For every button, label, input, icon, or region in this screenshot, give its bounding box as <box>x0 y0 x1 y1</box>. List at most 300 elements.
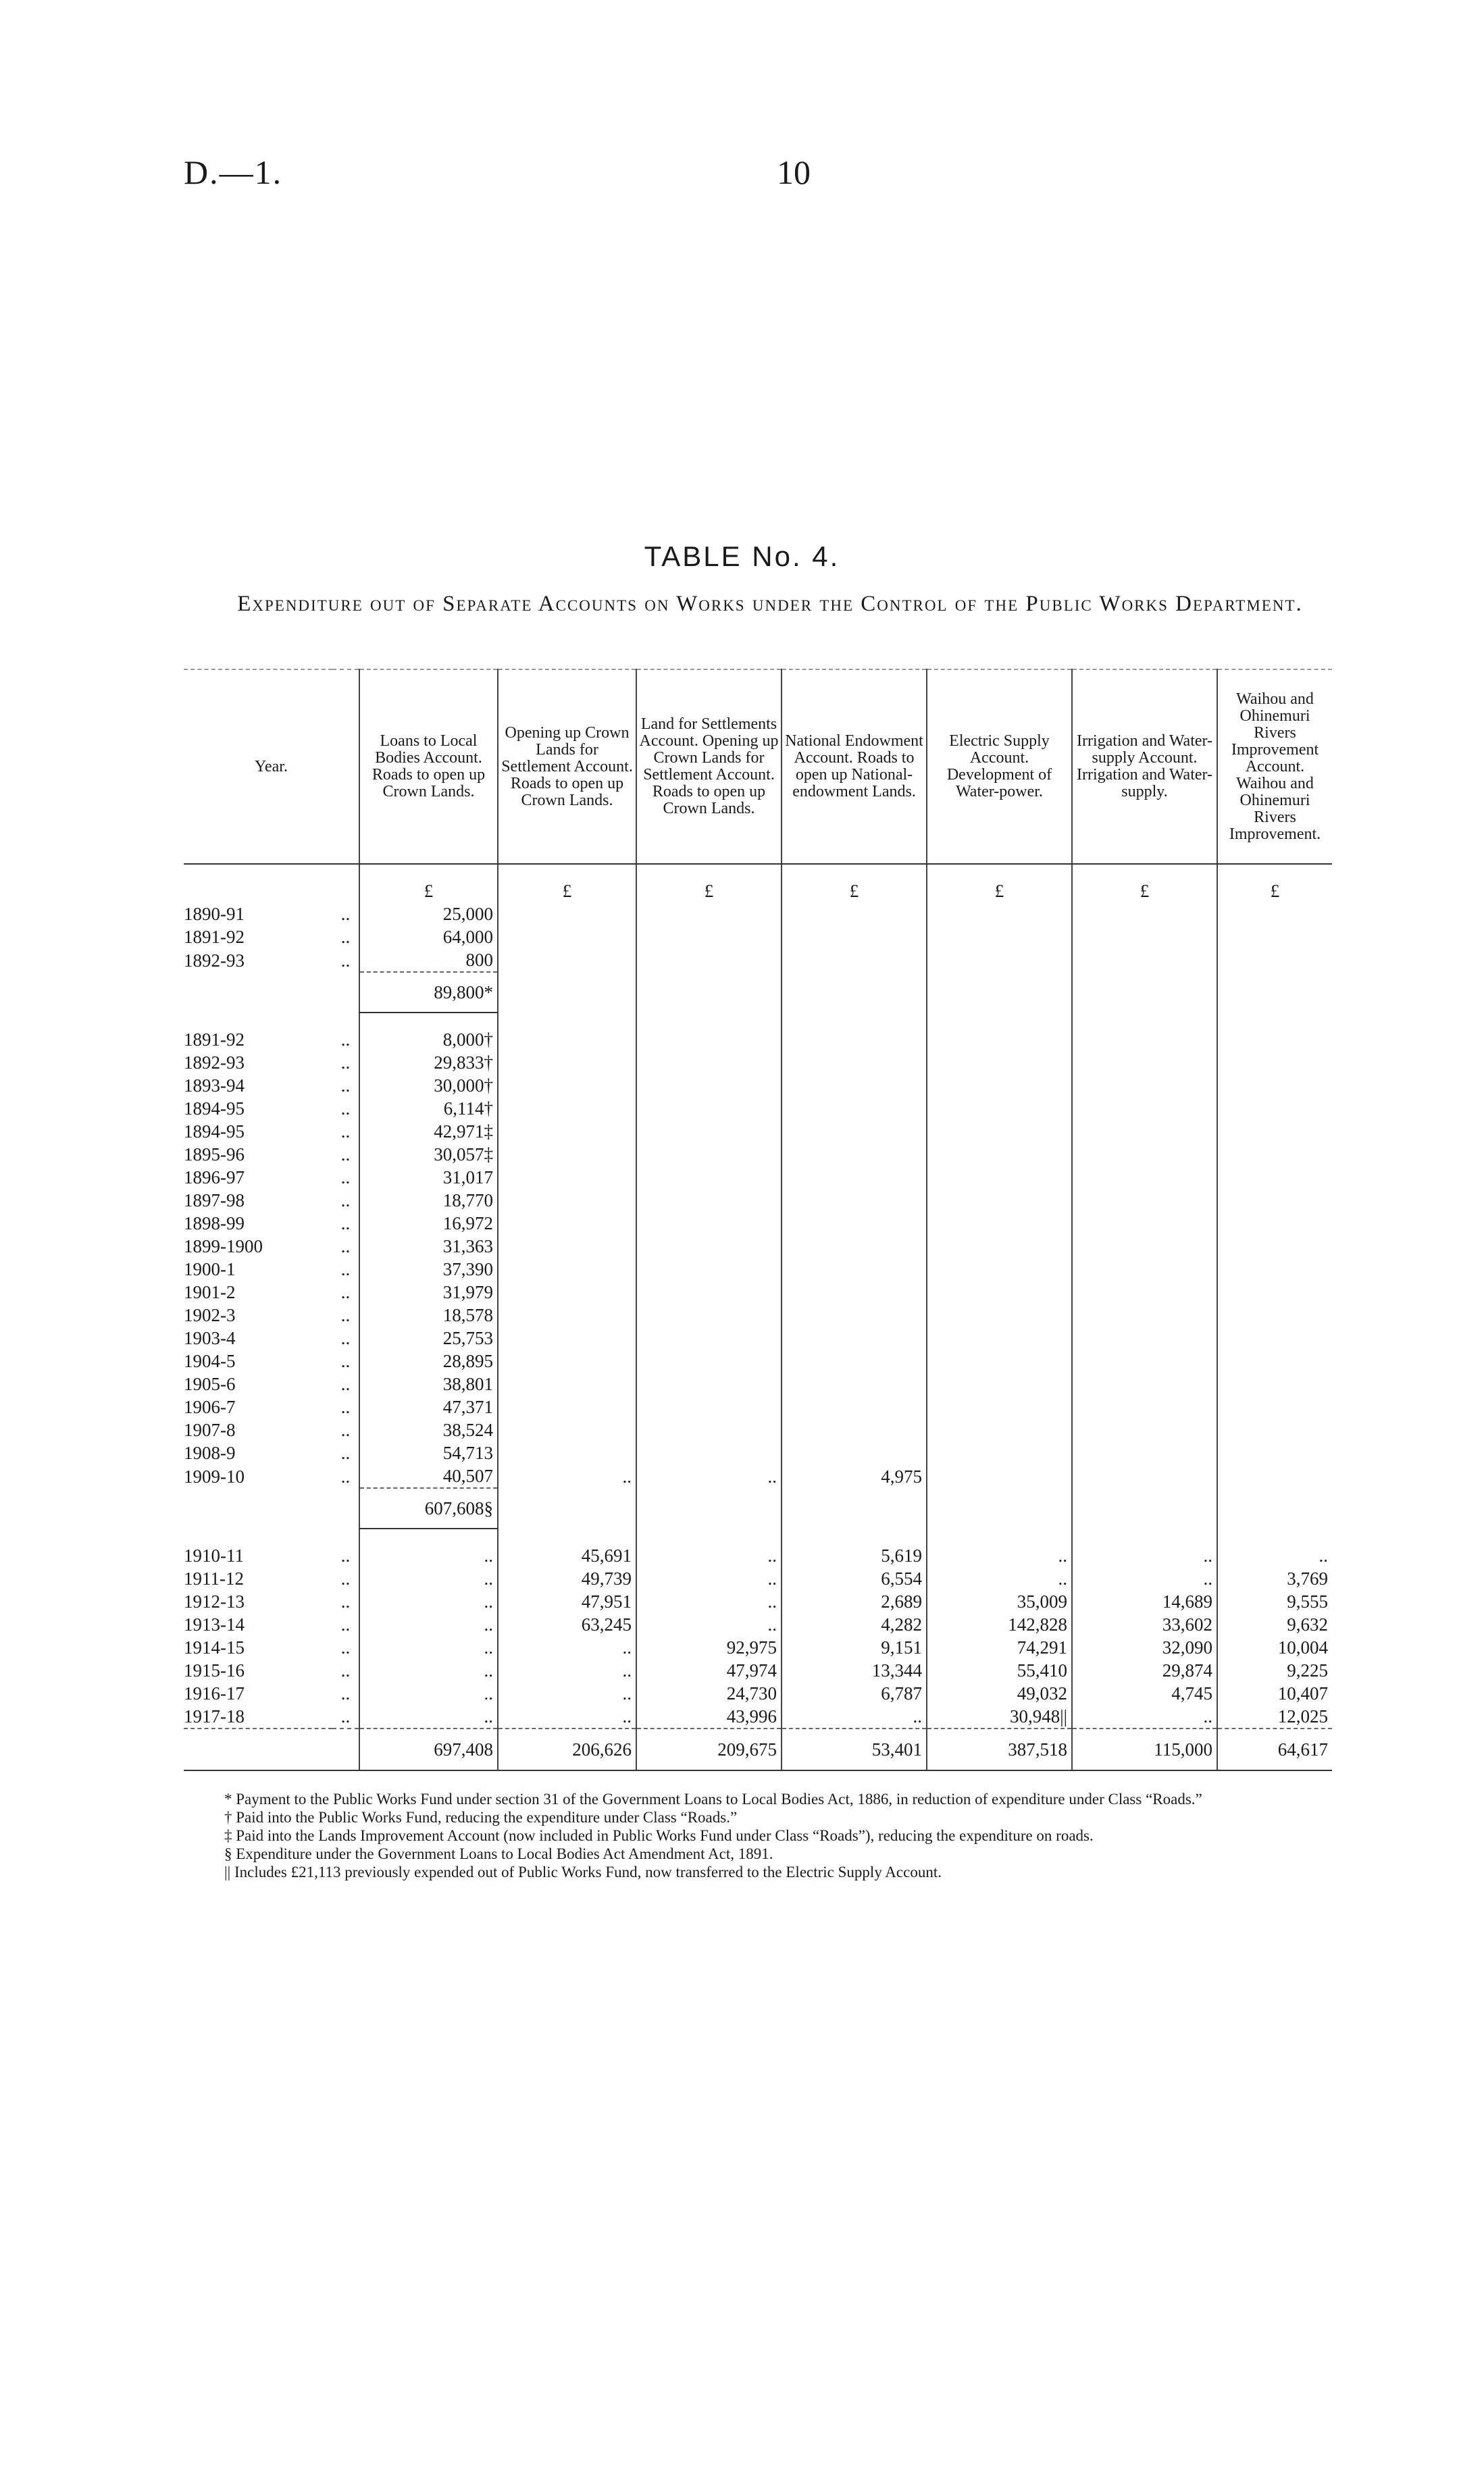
value-cell: 30,057‡ <box>359 1143 498 1166</box>
value-cell <box>1217 1051 1332 1074</box>
subtotal-row <box>184 1488 1332 1529</box>
value-cell: 38,524 <box>359 1418 498 1441</box>
value-cell: .. <box>636 1590 782 1613</box>
value-cell <box>498 1074 636 1097</box>
empty-cell <box>184 1729 332 1770</box>
table-row <box>184 1590 1332 1613</box>
year-cell: 1898-99 <box>184 1213 245 1233</box>
year-cell: 1907-8 <box>184 1420 236 1440</box>
value-cell: 30,948|| <box>927 1705 1072 1729</box>
value-cell: 9,632 <box>1217 1613 1332 1636</box>
empty-cell <box>782 972 927 1013</box>
value-cell: 12,025 <box>1217 1705 1332 1729</box>
table-row <box>184 948 1332 972</box>
value-cell: 55,410 <box>927 1659 1072 1682</box>
table-row <box>184 1327 1332 1350</box>
leader-dots: .. <box>340 1167 351 1187</box>
value-cell: 31,979 <box>359 1281 498 1304</box>
value-cell: 4,975 <box>782 1464 927 1488</box>
value-cell <box>1072 1464 1217 1488</box>
footnote: || Includes £21,113 previously expended out of Public Works Fund, now transferred to the Electric Supply Account. <box>224 1864 942 1881</box>
year-cell: 1904-5 <box>184 1351 236 1371</box>
value-cell <box>782 1350 927 1373</box>
value-cell: 24,730 <box>636 1682 782 1705</box>
leader-dots: .. <box>340 1213 351 1233</box>
value-cell: 9,225 <box>1217 1659 1332 1682</box>
value-cell: 8,000† <box>359 1028 498 1051</box>
leader-dots: .. <box>340 1568 351 1589</box>
leader-dots: .. <box>340 1351 351 1371</box>
value-cell <box>636 1189 782 1212</box>
empty-cell <box>332 1729 359 1770</box>
unit-symbol: £ <box>1217 864 1332 902</box>
value-cell <box>927 1464 1072 1488</box>
value-cell: .. <box>359 1590 498 1613</box>
empty-cell <box>184 972 332 1013</box>
table-row <box>184 1350 1332 1373</box>
empty-cell <box>498 1013 636 1028</box>
year-cell: 1916-17 <box>184 1683 245 1704</box>
value-cell <box>636 1418 782 1441</box>
total-value: 115,000 <box>1072 1729 1217 1770</box>
value-cell <box>636 1281 782 1304</box>
value-cell <box>927 1350 1072 1373</box>
footnotes <box>184 1790 1346 1881</box>
col-header-year: Year. <box>184 669 359 864</box>
value-cell <box>782 1212 927 1235</box>
value-cell <box>1217 1373 1332 1396</box>
value-cell: .. <box>636 1464 782 1488</box>
table-row <box>184 1418 1332 1441</box>
value-cell <box>636 1120 782 1143</box>
value-cell <box>782 1143 927 1166</box>
table-header-row <box>184 669 1332 864</box>
total-value: 206,626 <box>498 1729 636 1770</box>
year-cell: 1905-6 <box>184 1374 236 1394</box>
empty-cell <box>927 1013 1072 1028</box>
footnote: † Paid into the Public Works Fund, reducing the expenditure under Class “Roads.” <box>224 1809 738 1826</box>
value-cell <box>1072 1143 1217 1166</box>
table-row <box>184 925 1332 948</box>
value-cell: .. <box>1072 1567 1217 1590</box>
value-cell <box>782 1051 927 1074</box>
empty-cell <box>782 1013 927 1028</box>
leader-dots: .. <box>340 1259 351 1279</box>
table-row <box>184 1304 1332 1327</box>
value-cell <box>927 1143 1072 1166</box>
value-cell <box>927 1441 1072 1464</box>
expenditure-table <box>184 669 1332 1771</box>
year-cell: 1897-98 <box>184 1190 245 1210</box>
page-number: 10 <box>777 153 811 191</box>
value-cell <box>636 902 782 925</box>
table-row <box>184 1051 1332 1074</box>
col-header-opening-crown-lands: Opening up Crown Lands for Settlement Account. Roads to open up Crown Lands. <box>498 669 636 864</box>
year-cell: 1913-14 <box>184 1614 245 1635</box>
table-row <box>184 1636 1332 1659</box>
page-reference: D.—1. <box>184 153 283 191</box>
value-cell <box>636 1143 782 1166</box>
leader-dots: .. <box>340 904 351 924</box>
value-cell <box>1217 1304 1332 1327</box>
value-cell: 49,739 <box>498 1567 636 1590</box>
value-cell <box>782 1281 927 1304</box>
leader-dots: .. <box>340 1466 351 1487</box>
value-cell <box>498 902 636 925</box>
value-cell <box>1217 925 1332 948</box>
value-cell: 14,689 <box>1072 1590 1217 1613</box>
value-cell: .. <box>359 1613 498 1636</box>
value-cell <box>782 1373 927 1396</box>
value-cell: 10,004 <box>1217 1636 1332 1659</box>
value-cell <box>1072 1235 1217 1258</box>
value-cell <box>782 1120 927 1143</box>
empty-cell <box>332 1488 359 1529</box>
value-cell <box>782 1189 927 1212</box>
value-cell: 31,363 <box>359 1235 498 1258</box>
year-cell: 1914-15 <box>184 1637 245 1658</box>
leader-dots: .. <box>340 1121 351 1142</box>
value-cell <box>1217 1166 1332 1189</box>
year-cell: 1893-94 <box>184 1075 245 1096</box>
value-cell: 10,407 <box>1217 1682 1332 1705</box>
table-row <box>184 1235 1332 1258</box>
value-cell: .. <box>927 1544 1072 1567</box>
value-cell: 18,770 <box>359 1189 498 1212</box>
leader-dots: .. <box>340 950 351 971</box>
leader-dots: .. <box>340 1420 351 1440</box>
value-cell <box>782 925 927 948</box>
value-cell: .. <box>1217 1544 1332 1567</box>
leader-dots: .. <box>340 1029 351 1050</box>
total-value: 697,408 <box>359 1729 498 1770</box>
value-cell <box>498 1373 636 1396</box>
value-cell <box>498 1235 636 1258</box>
year-cell: 1890-91 <box>184 904 245 924</box>
table-row <box>184 1613 1332 1636</box>
total-value: 387,518 <box>927 1729 1072 1770</box>
value-cell: 47,371 <box>359 1396 498 1418</box>
value-cell <box>1072 1281 1217 1304</box>
value-cell: 16,972 <box>359 1212 498 1235</box>
value-cell <box>782 1441 927 1464</box>
value-cell <box>636 1304 782 1327</box>
empty-cell <box>1217 1529 1332 1544</box>
value-cell <box>1217 902 1332 925</box>
value-cell <box>498 948 636 972</box>
empty-cell <box>498 1529 636 1544</box>
value-cell <box>1217 948 1332 972</box>
value-cell <box>498 1258 636 1281</box>
value-cell <box>927 1418 1072 1441</box>
value-cell <box>636 1235 782 1258</box>
year-cell: 1894-95 <box>184 1121 245 1142</box>
year-cell: 1909-10 <box>184 1466 245 1487</box>
table-row <box>184 1659 1332 1682</box>
value-cell <box>927 1373 1072 1396</box>
value-cell <box>498 925 636 948</box>
unit-symbol: £ <box>636 864 782 902</box>
value-cell <box>927 1051 1072 1074</box>
table-row <box>184 1143 1332 1166</box>
year-cell: 1910-11 <box>184 1545 244 1566</box>
year-cell: 1911-12 <box>184 1568 244 1589</box>
leader-dots: .. <box>340 1144 351 1165</box>
total-value: 209,675 <box>636 1729 782 1770</box>
year-cell: 1908-9 <box>184 1443 236 1463</box>
value-cell <box>636 1373 782 1396</box>
empty-cell <box>332 1529 359 1544</box>
value-cell <box>782 948 927 972</box>
value-cell: 33,602 <box>1072 1613 1217 1636</box>
value-cell <box>1072 1166 1217 1189</box>
value-cell: .. <box>498 1705 636 1729</box>
value-cell <box>498 1327 636 1350</box>
value-cell: .. <box>498 1464 636 1488</box>
empty-cell <box>332 1013 359 1028</box>
value-cell: 5,619 <box>782 1544 927 1567</box>
value-cell <box>1217 1120 1332 1143</box>
value-cell <box>636 1350 782 1373</box>
value-cell <box>927 1028 1072 1051</box>
value-cell <box>498 1304 636 1327</box>
value-cell <box>1217 1350 1332 1373</box>
empty-cell <box>184 1529 332 1544</box>
value-cell <box>782 902 927 925</box>
col-header-national-endowment: National Endowment Account. Roads to open up National-endowment Lands. <box>782 669 927 864</box>
value-cell <box>927 1327 1072 1350</box>
col-header-land-for-settlements: Land for Settlements Account. Opening up Crown Lands for Settlement Account. Roads to open up Crown Lands. <box>636 669 782 864</box>
totals-row <box>184 1729 1332 1770</box>
value-cell: 6,787 <box>782 1682 927 1705</box>
value-cell: 142,828 <box>927 1613 1072 1636</box>
value-cell <box>1217 1212 1332 1235</box>
year-cell: 1895-96 <box>184 1144 245 1165</box>
year-cell: 1903-4 <box>184 1328 236 1348</box>
empty-cell <box>498 972 636 1013</box>
value-cell <box>1072 1350 1217 1373</box>
value-cell: 74,291 <box>927 1636 1072 1659</box>
value-cell <box>636 948 782 972</box>
empty-cell <box>927 1529 1072 1544</box>
empty-cell <box>782 1529 927 1544</box>
value-cell: .. <box>359 1636 498 1659</box>
leader-dots: .. <box>340 1328 351 1348</box>
leader-dots: .. <box>340 1052 351 1073</box>
value-cell <box>1217 1327 1332 1350</box>
value-cell <box>782 1327 927 1350</box>
empty-cell <box>1217 1013 1332 1028</box>
empty-cell <box>927 972 1072 1013</box>
value-cell <box>1072 1028 1217 1051</box>
unit-symbol: £ <box>927 864 1072 902</box>
year-cell: 1902-3 <box>184 1305 236 1325</box>
value-cell: 45,691 <box>498 1544 636 1567</box>
value-cell <box>498 1097 636 1120</box>
value-cell: 29,874 <box>1072 1659 1217 1682</box>
table-row <box>184 1258 1332 1281</box>
year-cell: 1900-1 <box>184 1259 236 1279</box>
year-cell: 1899-1900 <box>184 1236 263 1256</box>
value-cell <box>927 1396 1072 1418</box>
value-cell: 29,833† <box>359 1051 498 1074</box>
year-cell: 1906-7 <box>184 1397 236 1417</box>
subtotal-value: 89,800* <box>359 972 498 1013</box>
subtotal-row <box>184 972 1332 1013</box>
value-cell <box>636 1396 782 1418</box>
unit-symbol: £ <box>1072 864 1217 902</box>
value-cell <box>1217 1441 1332 1464</box>
value-cell <box>1217 1189 1332 1212</box>
value-cell <box>636 1166 782 1189</box>
leader-dots: .. <box>340 1545 351 1566</box>
value-cell <box>927 1258 1072 1281</box>
value-cell <box>498 1189 636 1212</box>
value-cell: 42,971‡ <box>359 1120 498 1143</box>
value-cell: .. <box>782 1705 927 1729</box>
empty-cell <box>359 1013 498 1028</box>
value-cell <box>636 1212 782 1235</box>
total-value: 64,617 <box>1217 1729 1332 1770</box>
year-cell: 1891-92 <box>184 927 245 947</box>
value-cell <box>927 1120 1072 1143</box>
value-cell: 31,017 <box>359 1166 498 1189</box>
value-cell <box>927 1189 1072 1212</box>
value-cell <box>1217 1143 1332 1166</box>
value-cell <box>927 948 1072 972</box>
value-cell: 25,000 <box>359 902 498 925</box>
leader-dots: .. <box>340 1236 351 1256</box>
year-cell: 1912-13 <box>184 1591 245 1612</box>
value-cell: .. <box>359 1567 498 1590</box>
value-cell: 9,555 <box>1217 1590 1332 1613</box>
value-cell <box>1217 1097 1332 1120</box>
table-row <box>184 1212 1332 1235</box>
value-cell <box>498 1418 636 1441</box>
value-cell <box>1217 1281 1332 1304</box>
value-cell <box>927 902 1072 925</box>
value-cell: 47,974 <box>636 1659 782 1682</box>
value-cell <box>498 1281 636 1304</box>
value-cell <box>1217 1235 1332 1258</box>
year-cell: 1892-93 <box>184 950 245 971</box>
value-cell <box>498 1143 636 1166</box>
value-cell: 28,895 <box>359 1350 498 1373</box>
value-cell <box>498 1051 636 1074</box>
value-cell: 9,151 <box>782 1636 927 1659</box>
value-cell: .. <box>927 1567 1072 1590</box>
year-cell: 1915-16 <box>184 1660 245 1681</box>
value-cell <box>498 1166 636 1189</box>
leader-dots: .. <box>340 1075 351 1096</box>
value-cell <box>636 1097 782 1120</box>
value-cell: 32,090 <box>1072 1636 1217 1659</box>
leader-dots: .. <box>340 1098 351 1119</box>
value-cell <box>1217 1258 1332 1281</box>
value-cell <box>927 925 1072 948</box>
value-cell: .. <box>498 1636 636 1659</box>
col-header-loans-local-bodies: Loans to Local Bodies Account. Roads to open up Crown Lands. <box>359 669 498 864</box>
leader-dots: .. <box>340 1660 351 1681</box>
value-cell <box>1217 1418 1332 1441</box>
table-row <box>184 1074 1332 1097</box>
empty-cell <box>498 1488 636 1529</box>
value-cell: 30,000† <box>359 1074 498 1097</box>
table-row <box>184 1567 1332 1590</box>
year-cell: 1891-92 <box>184 1029 245 1050</box>
table-title: TABLE No. 4. <box>644 540 840 572</box>
empty-cell <box>1072 972 1217 1013</box>
value-cell: 63,245 <box>498 1613 636 1636</box>
value-cell <box>927 1281 1072 1304</box>
value-cell <box>498 1212 636 1235</box>
value-cell <box>1217 1074 1332 1097</box>
value-cell <box>782 1166 927 1189</box>
leader-dots: .. <box>340 1683 351 1704</box>
value-cell: 4,282 <box>782 1613 927 1636</box>
value-cell <box>927 1166 1072 1189</box>
value-cell <box>782 1097 927 1120</box>
value-cell: 54,713 <box>359 1441 498 1464</box>
value-cell <box>636 1051 782 1074</box>
empty-cell <box>1217 1488 1332 1529</box>
subtotal-value: 607,608§ <box>359 1488 498 1529</box>
table-row <box>184 1396 1332 1418</box>
value-cell: .. <box>498 1659 636 1682</box>
empty-cell <box>636 1488 782 1529</box>
value-cell: 2,689 <box>782 1590 927 1613</box>
unit-symbol: £ <box>782 864 927 902</box>
value-cell <box>782 1396 927 1418</box>
value-cell <box>927 1304 1072 1327</box>
value-cell <box>782 1304 927 1327</box>
value-cell <box>498 1396 636 1418</box>
table-row <box>184 1464 1332 1488</box>
value-cell <box>636 1028 782 1051</box>
unit-symbol: £ <box>359 864 498 902</box>
value-cell <box>636 1441 782 1464</box>
value-cell: .. <box>359 1544 498 1567</box>
value-cell <box>1072 925 1217 948</box>
leader-dots: .. <box>340 1397 351 1417</box>
value-cell <box>782 1028 927 1051</box>
value-cell <box>498 1441 636 1464</box>
value-cell: .. <box>636 1567 782 1590</box>
leader-dots: .. <box>340 1282 351 1302</box>
leader-dots: .. <box>340 1614 351 1635</box>
spacer-row <box>184 1013 1332 1028</box>
empty-cell <box>1072 1488 1217 1529</box>
year-cell: 1901-2 <box>184 1282 236 1302</box>
empty-cell <box>636 972 782 1013</box>
empty-cell <box>927 1488 1072 1529</box>
value-cell: 18,578 <box>359 1304 498 1327</box>
empty-cell <box>1217 972 1332 1013</box>
value-cell <box>1072 1212 1217 1235</box>
leader-dots: .. <box>340 1443 351 1463</box>
table-row <box>184 902 1332 925</box>
table-subtitle: Expenditure out of Separate Accounts on Works under the Control of the Public Works Department. <box>237 592 1303 616</box>
value-cell <box>1217 1396 1332 1418</box>
value-cell: 6,114† <box>359 1097 498 1120</box>
value-cell <box>1217 1028 1332 1051</box>
value-cell <box>498 1350 636 1373</box>
leader-dots: .. <box>340 927 351 947</box>
value-cell <box>1072 1074 1217 1097</box>
total-value: 53,401 <box>782 1729 927 1770</box>
value-cell: 92,975 <box>636 1636 782 1659</box>
col-header-waihou-ohinemuri: Waihou and Ohinemuri Rivers Improvement Account. Waihou and Ohinemuri Rivers Improvement. <box>1217 669 1332 864</box>
